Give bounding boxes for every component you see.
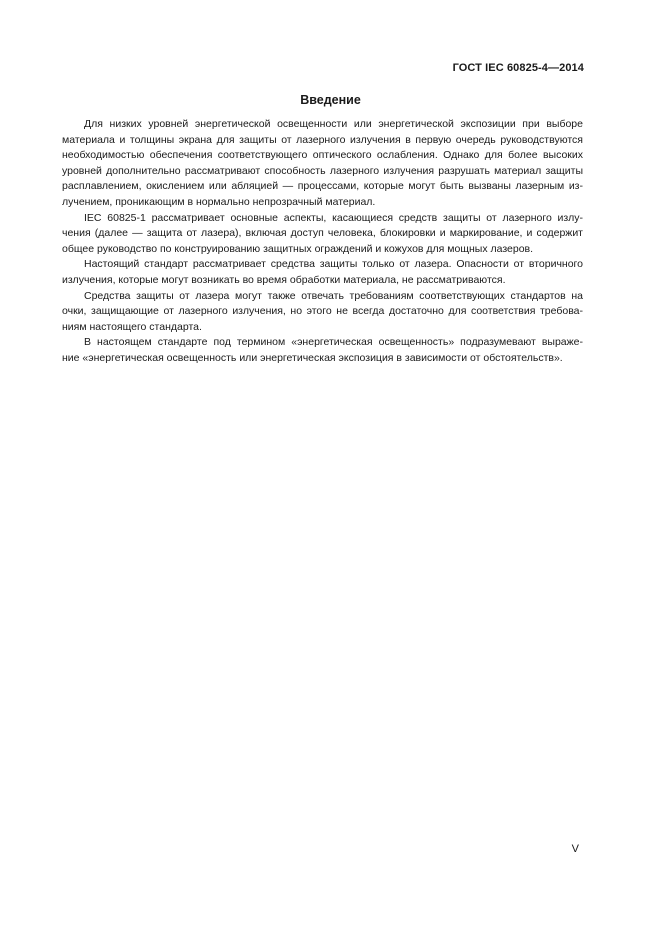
paragraph-line: Настоящий стандарт рассматривает средства защиты только от лазера. Опасности от вторичного	[84, 258, 583, 271]
paragraph-2	[62, 211, 583, 258]
paragraph-line: материала и толщины экрана для защиты от лазерного излучения в первую очередь руководствуются	[62, 133, 583, 146]
standard-code-header: ГОСТ IEC 60825-4—2014	[452, 62, 584, 74]
section-title: Введение	[300, 93, 361, 107]
paragraph-3	[62, 257, 583, 288]
paragraph-line: В настоящем стандарте под термином «энергетическая освещенность» подразумевают выраже-	[84, 336, 583, 349]
paragraph-line: ние «энергетическая освещенность или энергетическая экспозиция в зависимости от обстоятельств».	[62, 351, 563, 364]
paragraph-line: очки, защищающие от лазерного излучения, но этого не всегда достаточно для соответствия требова-	[62, 305, 583, 318]
paragraph-line: ниям настоящего стандарта.	[62, 320, 202, 333]
paragraph-line: чения (далее — защита от лазера), включая доступ человека, блокировки и маркирование, и содержит	[62, 227, 583, 240]
paragraph-line: Средства защиты от лазера могут также отвечать требованиям соответствующих стандартов на	[84, 289, 583, 302]
page-number: V	[571, 843, 579, 855]
paragraph-line: IEC 60825-1 рассматривает основные аспекты, касающиеся средств защиты от лазерного излу-	[84, 211, 583, 224]
introduction-body	[62, 117, 583, 367]
paragraph-line: необходимостью обеспечения соответствующего оптического ослабления. Однако для более высоких	[62, 149, 583, 162]
paragraph-5	[62, 335, 583, 366]
paragraph-line: расплавлением, окислением или абляцией — процессами, которые могут быть вызваны лазерным из-	[62, 180, 583, 193]
paragraph-line: излучения, которые могут возникать во время обработки материала, не рассматриваются.	[62, 273, 506, 286]
paragraph-line: Для низких уровней энергетической освещенности или энергетической экспозиции при выборе	[84, 118, 583, 130]
paragraph-line: лучением, проникающим в нормально непрозрачный материал.	[62, 195, 376, 208]
paragraph-line: общее руководство по конструированию защитных ограждений и кожухов для мощных лазеров.	[62, 242, 534, 255]
paragraph-1	[62, 117, 583, 211]
paragraph-line: уровней дополнительно рассматривают способность лазерного излучения разрушать материал защиты	[62, 164, 583, 177]
paragraph-4	[62, 289, 583, 336]
